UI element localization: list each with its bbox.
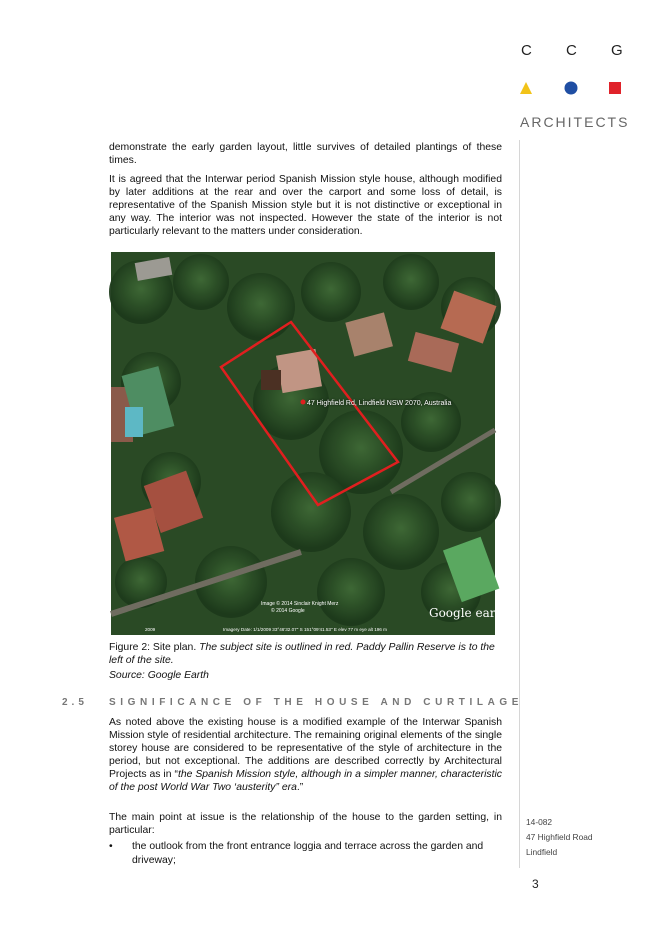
section-body-2 xyxy=(109,811,502,843)
sidebar-reference xyxy=(526,815,593,860)
logo-square-icon xyxy=(609,82,621,94)
section-body xyxy=(109,716,502,800)
imagery-date-label: Imagery Date: 1/1/2009 33°46'32.07" S 151°09'41.53" E elev 77 m eye alt 196 m xyxy=(223,627,387,632)
logo-letter-3: G xyxy=(611,42,623,59)
section-title: SIGNIFICANCE OF THE HOUSE AND CURTILAGE xyxy=(109,697,524,708)
logo-letter-2: C xyxy=(566,42,577,59)
logo-wordmark: ARCHITECTS xyxy=(520,114,630,130)
margin-divider xyxy=(519,140,520,868)
caption-source: Source: Google Earth xyxy=(109,670,209,681)
aerial-site-photo xyxy=(111,252,509,635)
job-suburb: Lindfield xyxy=(526,847,558,857)
logo-shapes xyxy=(519,80,629,96)
paragraph: demonstrate the early garden layout, little survives of detailed plantings of these times. xyxy=(109,142,502,166)
scale-label: 2009 xyxy=(145,627,156,632)
intro-text xyxy=(109,141,502,244)
job-number: 14-082 xyxy=(526,817,553,827)
logo-circle-icon xyxy=(565,82,578,95)
paragraph: It is agreed that the Interwar period Spanish Mission style house, although modified by later additions at the rear and over the carport and some loss of detail, is representative of the Spanish Mission style but it is not distinctive or exceptional in any way. The interior was not inspected. However the state of the interior is not particularly relevant to the matters under consideration. xyxy=(109,174,502,237)
location-pin-icon xyxy=(301,400,306,405)
caption-italic: The subject site is outlined in red. Paddy Pallin Reserve is to the left of the site. xyxy=(109,642,495,666)
logo-triangle-icon xyxy=(520,82,532,94)
address-label: 47 Highfield Rd, Lindfield NSW 2070, Australia xyxy=(307,400,452,407)
google-earth-logo: Google earth xyxy=(429,606,509,620)
logo-letter-1: C xyxy=(521,42,532,59)
bullet-text: the outlook from the front entrance loggia and terrace across the garden and driveway; xyxy=(132,841,484,866)
figure-caption xyxy=(109,641,511,682)
paragraph: The main point at issue is the relationship of the house to the garden setting, in particular: xyxy=(109,812,502,836)
para-quote: the Spanish Mission style, although in a simpler manner, characteristic of the post World War Two ‘austerity” era xyxy=(109,769,503,793)
caption-lead: Figure 2: Site plan. xyxy=(109,642,200,653)
section-number: 2.5 xyxy=(62,697,88,708)
job-address: 47 Highfield Road xyxy=(526,832,593,842)
aerial-image xyxy=(111,252,495,635)
para-start: As noted above the existing house is a modified example of the Interwar Spanish Mission style of residential architecture. The remaining original elements of the single storey house are considered to be representative of the style of architecture in the period, but not exceptional. The additions are described correctly by Architectural Projects as in “ xyxy=(109,717,502,780)
copyright-label: Image © 2014 Sinclair Knight Merz xyxy=(261,601,339,607)
bullet-icon: • xyxy=(109,841,113,852)
copyright-label-2: © 2014 Google xyxy=(271,608,305,614)
paragraph xyxy=(109,716,502,794)
para-end: .” xyxy=(296,782,304,793)
page-number: 3 xyxy=(532,877,539,891)
